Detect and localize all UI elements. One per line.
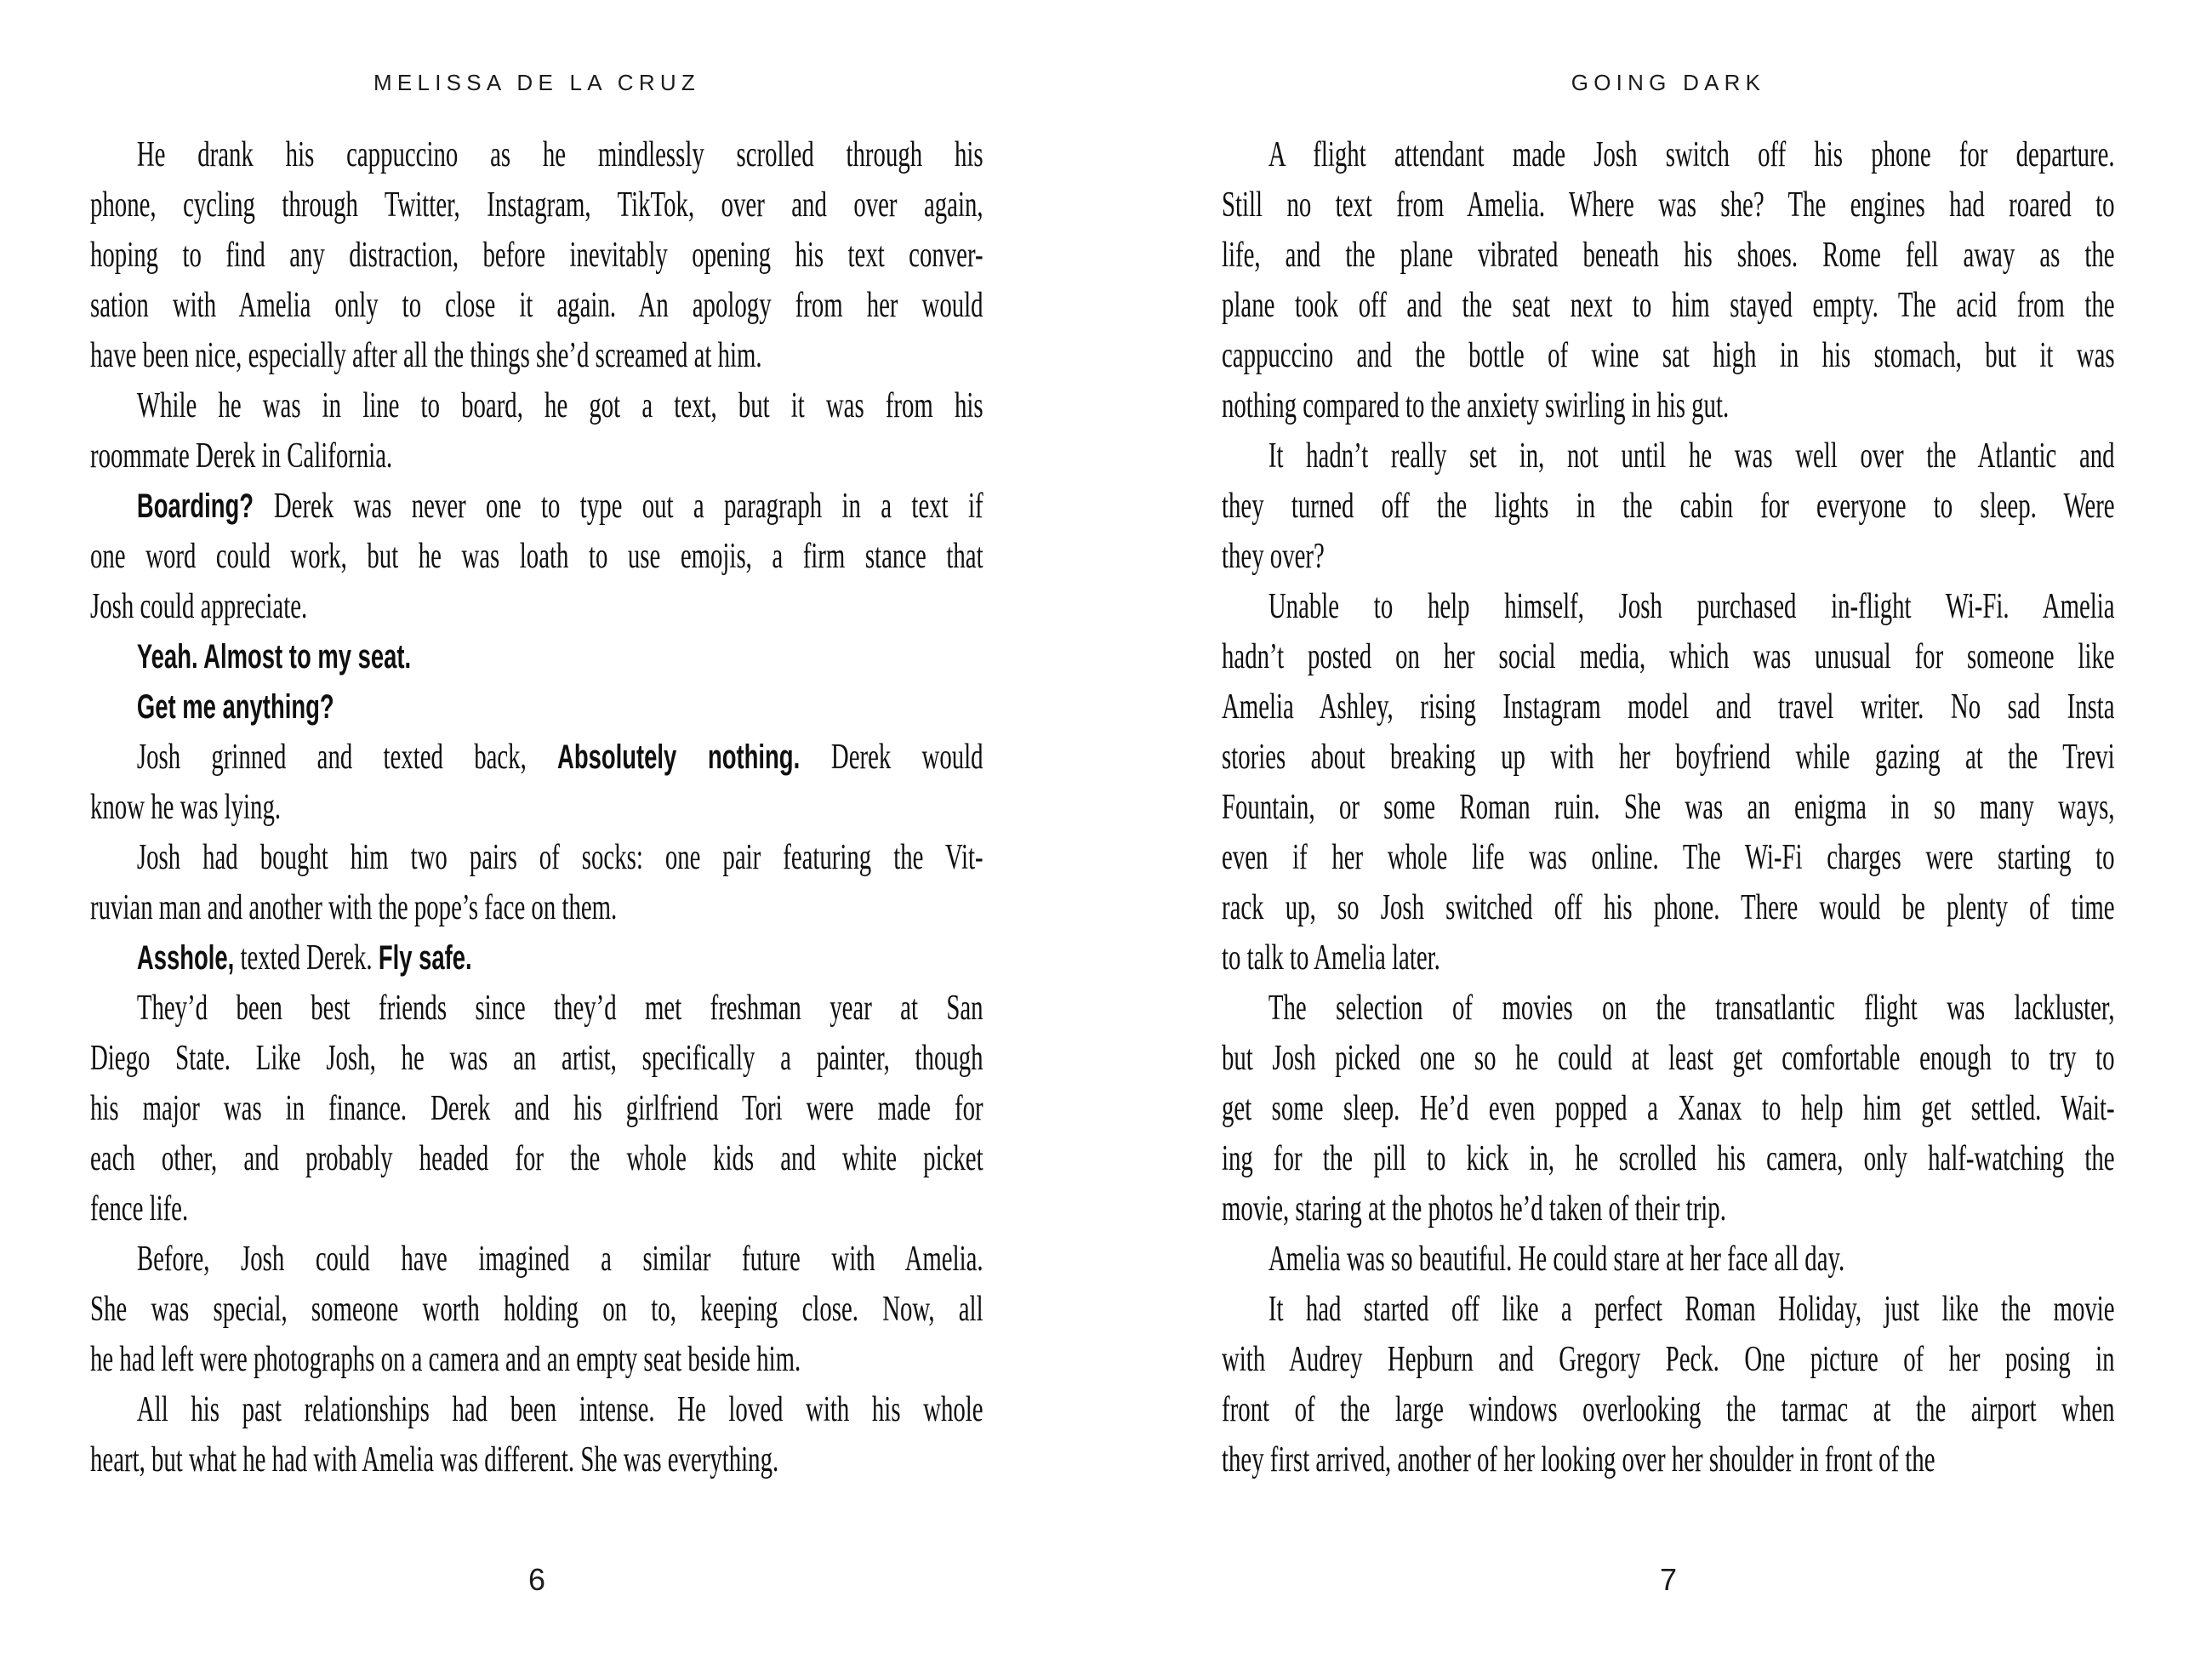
text-line [1222,281,2115,331]
text-line [90,1335,983,1385]
narrative-segment: Amelia Ashley, rising Instagram model and travel writer. No sad Insta [1222,687,2115,727]
page-number-right: 7 [1659,1562,1678,1597]
narrative-segment: He drank his cappuccino as he mindlessly scrolled through his [136,135,983,174]
narrative-segment: have been nice, especially after all the things she’d screamed at him. [90,336,762,375]
narrative-segment: phone, cycling through Twitter, Instagram, TikTok, over and over again, [90,185,983,225]
text-line [1222,933,2115,983]
text-line [90,1034,983,1084]
text-line [1222,582,2115,632]
running-header-author: MELISSA DE LA CRUZ [373,70,700,95]
text-message-segment: Yeah. Almost to my seat. [136,638,412,676]
narrative-segment: hoping to find any distraction, before inevitably opening his text conver- [90,236,983,275]
text-line [90,431,983,482]
text-line [90,482,983,532]
text-line [90,883,983,933]
text-line [1222,431,2115,482]
text-line [90,1385,983,1435]
text-line [1222,1285,2115,1335]
text-line [1222,331,2115,381]
narrative-segment: they turned off the lights in the cabin for everyone to sleep. Were [1222,487,2115,526]
narrative-segment: Unable to help himself, Josh purchased in-flight Wi-Fi. Amelia [1268,587,2115,626]
right-page [1222,0,2115,1659]
narrative-segment: one word could work, but he was loath to use emojis, a firm stance that [90,537,983,576]
text-line [90,231,983,281]
narrative-segment: hadn’t posted on her social media, which was unusual for someone like [1222,637,2115,676]
text-line [90,381,983,431]
text-line [90,933,983,983]
text-line [90,532,983,582]
text-line [1222,1385,2115,1435]
text-line [90,1084,983,1134]
narrative-segment: his major was in finance. Derek and his girlfriend Tori were made for [90,1089,983,1128]
text-message-segment: Asshole, [136,939,235,977]
text-line [1222,983,2115,1034]
narrative-segment: Josh could appreciate. [90,587,308,626]
narrative-segment: each other, and probably headed for the whole kids and white picket [90,1139,983,1178]
text-line [1222,733,2115,783]
narrative-segment: She was special, someone worth holding on to, keeping close. Now, all [90,1290,983,1329]
text-line [90,130,983,180]
narrative-segment: stories about breaking up with her boyfriend while gazing at the Trevi [1222,738,2115,777]
narrative-segment: movie, staring at the photos he’d taken of their trip. [1222,1189,1726,1229]
narrative-segment: Still no text from Amelia. Where was she? The engines had roared to [1222,185,2115,225]
text-line [1222,381,2115,431]
narrative-segment: but Josh picked one so he could at least get comfortable enough to try to [1222,1039,2115,1078]
text-line [90,1134,983,1184]
narrative-segment: get some sleep. He’d even popped a Xanax to help him get settled. Wait- [1222,1089,2115,1128]
text-line [90,582,983,632]
text-line [1222,833,2115,883]
narrative-segment: Derek was never one to type out a paragraph in a text if [273,487,983,526]
text-line [90,632,983,682]
text-line [90,1435,983,1485]
narrative-segment: It had started off like a perfect Roman Holiday, just like the movie [1268,1290,2115,1329]
narrative-segment: know he was lying. [90,788,282,827]
text-line [1222,482,2115,532]
text-line [1222,231,2115,281]
narrative-segment: texted Derek. [234,938,379,978]
narrative-segment: Before, Josh could have imagined a similar future with Amelia. [136,1240,983,1279]
text-line [1222,1234,2115,1285]
narrative-segment: Amelia was so beautiful. He could stare at her face all day. [1268,1240,1845,1279]
narrative-segment: While he was in line to board, he got a text, but it was from his [136,386,983,425]
narrative-segment: even if her whole life was online. The Wi-Fi charges were starting to [1222,838,2115,877]
text-line [1222,130,2115,180]
text-message-segment: Get me anything? [136,688,334,726]
text-line [90,733,983,783]
narrative-segment: It hadn’t really set in, not until he was well over the Atlantic and [1268,436,2115,476]
text-line [1222,1435,2115,1485]
narrative-segment: Diego State. Like Josh, he was an artist, specifically a painter, though [90,1039,983,1078]
narrative-segment: The selection of movies on the transatlantic flight was lackluster, [1268,989,2115,1028]
text-line [1222,1184,2115,1234]
narrative-segment: Fountain, or some Roman ruin. She was an enigma in so many ways, [1222,788,2115,827]
narrative-segment: A flight attendant made Josh switch off his phone for departure. [1268,135,2115,174]
page-number-left: 6 [527,1562,546,1597]
narrative-segment: sation with Amelia only to close it again. An apology from her would [90,286,983,325]
left-page [90,0,983,1659]
text-line [90,281,983,331]
narrative-segment: roommate Derek in California. [90,436,393,476]
narrative-segment: Derek would [830,738,983,777]
text-line [1222,783,2115,833]
text-message-segment: Fly safe. [378,939,472,977]
narrative-segment: Josh had bought him two pairs of socks: one pair featuring the Vit- [136,838,983,877]
narrative-segment: fence life. [90,1189,189,1229]
text-line [1222,632,2115,682]
narrative-segment: plane took off and the seat next to him stayed empty. The acid from the [1222,286,2115,325]
text-line [1222,1134,2115,1184]
text-line [90,783,983,833]
text-line [1222,883,2115,933]
narrative-segment: with Audrey Hepburn and Gregory Peck. One picture of her posing in [1222,1340,2115,1379]
text-line [1222,682,2115,733]
narrative-segment: front of the large windows overlooking the tarmac at the airport when [1222,1390,2115,1429]
text-message-segment: Boarding? [136,487,274,525]
narrative-segment: Josh grinned and texted back, [136,738,558,777]
narrative-segment: they over? [1222,537,1325,576]
narrative-segment: All his past relationships had been intense. He loved with his whole [136,1390,983,1429]
narrative-segment: heart, but what he had with Amelia was different. She was everything. [90,1440,779,1479]
page-body-right [1222,130,2115,1485]
narrative-segment: he had left were photographs on a camera and an empty seat beside him. [90,1340,801,1379]
text-line [90,1184,983,1234]
narrative-segment: to talk to Amelia later. [1222,938,1440,978]
text-line [90,331,983,381]
text-message-segment: Absolutely nothing. [557,738,831,776]
narrative-segment: nothing compared to the anxiety swirling in his gut. [1222,386,1730,425]
text-line [90,1234,983,1285]
narrative-segment: rack up, so Josh switched off his phone. There would be plenty of time [1222,888,2115,927]
narrative-segment: cappuccino and the bottle of wine sat high in his stomach, but it was [1222,336,2115,375]
text-line [1222,1084,2115,1134]
narrative-segment: ing for the pill to kick in, he scrolled his camera, only half-watching the [1222,1139,2115,1178]
narrative-segment: ruvian man and another with the pope’s face on them. [90,888,618,927]
text-line [90,983,983,1034]
text-line [1222,180,2115,231]
narrative-segment: They’d been best friends since they’d met freshman year at San [136,989,983,1028]
text-line [90,180,983,231]
running-header-title: GOING DARK [1571,70,1766,95]
text-line [90,682,983,733]
page-body-left [90,130,983,1485]
text-line [1222,1034,2115,1084]
narrative-segment: they first arrived, another of her looking over her shoulder in front of the [1222,1440,1936,1479]
narrative-segment: life, and the plane vibrated beneath his shoes. Rome fell away as the [1222,236,2115,275]
text-line [90,833,983,883]
text-line [1222,532,2115,582]
text-line [1222,1335,2115,1385]
text-line [90,1285,983,1335]
